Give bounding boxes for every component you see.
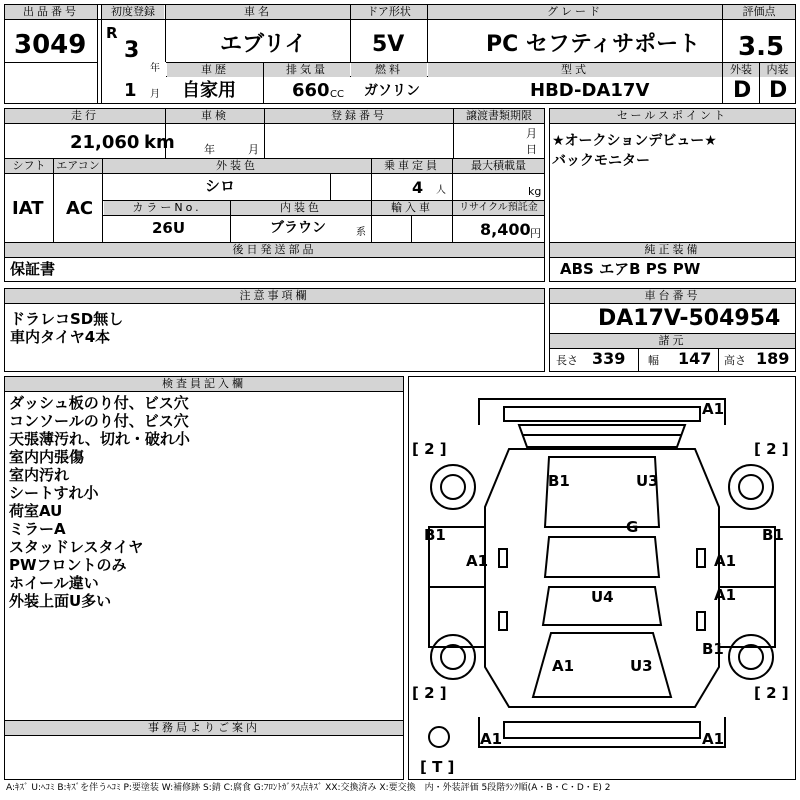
fuel-header: 燃料 [351,63,427,77]
length-label: 長さ [556,354,578,367]
ext-color-header: 外装色 [103,159,371,173]
transfer-header: 譲渡書類期限 [454,109,544,123]
car-name-header: 車名 [166,5,350,19]
color-no-header: カラーNo. [104,201,230,215]
transfer-day-unit: 日 [526,143,537,156]
shift-header: シフト [5,159,53,173]
genuine-equip: ABS エアB PS PW [560,260,701,278]
score-header: 評価点 [723,5,795,19]
tire-fl: [ 2 ] [412,440,447,458]
aircon: AC [66,198,94,219]
displacement: 660 [292,80,330,101]
grade-header: グレード [428,5,722,19]
fuel: ガソリン [364,83,420,99]
chassis-header: 車台番号 [550,289,795,303]
exterior-header: 外装 [723,63,759,77]
max-load-header: 最大積載量 [453,159,544,173]
car-name: エブリイ [220,32,307,57]
mark-u3-rear: U3 [630,657,653,675]
km-unit: km [144,132,175,153]
ext-color: シロ [205,177,236,195]
door-header: ドア形状 [351,5,427,19]
reg-month: 1 [124,80,137,101]
mark-top-right: A1 [702,400,725,418]
era: R [106,24,118,42]
mark-b1-right: B1 [762,526,784,544]
caution-1: ドラレコSD無し [10,310,124,328]
mark-b1-top: B1 [548,472,570,490]
mark-b1-left: B1 [424,526,446,544]
insp-month-unit: 月 [248,143,259,156]
mark-a1-br: A1 [702,730,725,748]
mileage: 21,060 [70,132,140,153]
grade: PC セフティサポート [486,32,701,57]
inspector-note: コンソールのり付、ビス穴 [9,412,189,430]
history: 自家用 [182,80,236,101]
door-type: 5V [372,32,405,57]
reg-no-header: 登録番号 [265,109,453,123]
sales-point-2: バックモニター [552,153,650,169]
mark-a1-right2: A1 [714,586,737,604]
genuine-equip-header: 純正装備 [550,243,795,257]
mark-g: G [626,518,639,536]
mark-u4: U4 [591,588,614,606]
inspector-notes [9,394,399,610]
int-color-header: 内装色 [231,201,371,215]
yen-unit: 円 [530,227,541,240]
interior-grade: D [769,78,788,103]
cc-unit: CC [330,89,344,100]
inspector-note: スタッドレスタイヤ [9,538,144,556]
first-reg-header: 初度登録 [102,5,164,19]
sales-point-1: ★オークションデビュー★ [552,133,717,149]
inspector-note: ホイール違い [9,574,99,592]
mark-u3-top: U3 [636,472,659,490]
model-header: 型式 [428,63,722,77]
inspector-note: 室内汚れ [9,466,70,484]
mark-b1-lower: B1 [702,640,724,658]
reg-year: 3 [124,38,140,63]
trunk-mark: [ T ] [420,758,455,776]
height: 189 [756,349,790,368]
interior-header: 内装 [760,63,795,77]
insp-year-unit: 年 [204,143,215,156]
later-parts-header: 後日発送部品 [5,243,544,257]
tire-rr: [ 2 ] [754,684,789,702]
office-header: 事務局よりご案内 [5,721,403,735]
inspector-note: 外装上面U多い [9,592,112,610]
legend: A:ｷｽﾞ U:ﾍｺﾐ B:ｷｽﾞを伴うﾍｺﾐ P:要塗装 W:補修跡 S:錆 C:腐食 G:ﾌﾛﾝﾄｶﾞﾗｽ点ｷｽﾞ XX:交換済み X:要交換 内・外装評価 5段階ﾗﾝｸ順(A・B・C・D・E) 2 [6,783,611,793]
aircon-header: エアコン [54,159,102,173]
caution-2: 車内タイヤ4本 [10,328,111,346]
model: HBD-DA17V [530,80,650,101]
chassis-no: DA17V-504954 [598,306,781,331]
mark-a1-left: A1 [466,552,489,570]
mark-a1-right: A1 [714,552,737,570]
int-color-suffix: 系 [356,227,366,238]
width: 147 [678,349,712,368]
car-diagram [409,377,795,779]
caution-header: 注意事項欄 [5,289,544,303]
length: 339 [592,349,626,368]
inspection-header: 車検 [166,109,264,123]
inspector-note: 荷室AU [9,502,63,520]
shift: IAT [12,198,44,219]
capacity-unit: 人 [436,185,446,196]
width-label: 幅 [648,354,659,367]
tire-rl: [ 2 ] [412,684,447,702]
mark-a1-bl: A1 [480,730,503,748]
later-parts: 保証書 [10,260,56,278]
lot-no: 3049 [14,30,87,60]
month-unit: 月 [150,89,160,100]
capacity: 4 [412,178,424,197]
inspector-header: 検査員記入欄 [5,377,403,391]
inspector-note: PWフロントのみ [9,556,127,574]
height-label: 高さ [724,354,746,367]
sales-point-header: セールスポイント [550,109,795,123]
color-no: 26U [152,219,186,237]
mileage-header: 走行 [5,109,165,123]
score: 3.5 [738,32,785,62]
specs-header: 諸元 [550,334,795,348]
transfer-month-unit: 月 [526,127,537,140]
history-header: 車歴 [167,63,263,77]
displacement-header: 排気量 [264,63,350,77]
inspector-note: 室内内張傷 [9,448,85,466]
load-unit: kg [528,185,542,198]
tire-fr: [ 2 ] [754,440,789,458]
inspector-note: ダッシュ板のり付、ビス穴 [9,394,189,412]
capacity-header: 乗車定員 [372,159,452,173]
recycle: 8,400 [480,220,531,239]
mark-a1-rear: A1 [552,657,575,675]
inspector-note: ミラーA [9,520,66,538]
inspector-note: 天張薄汚れ、切れ・破れ小 [9,430,190,448]
int-color: ブラウン [270,220,326,236]
lot-no-header: 出品番号 [5,5,97,19]
exterior-grade: D [733,78,752,103]
year-unit: 年 [150,63,160,74]
import-header: 輸入車 [372,201,452,215]
inspector-note: シートすれ小 [9,484,99,502]
recycle-header: リサイクル預託金 [453,201,544,215]
